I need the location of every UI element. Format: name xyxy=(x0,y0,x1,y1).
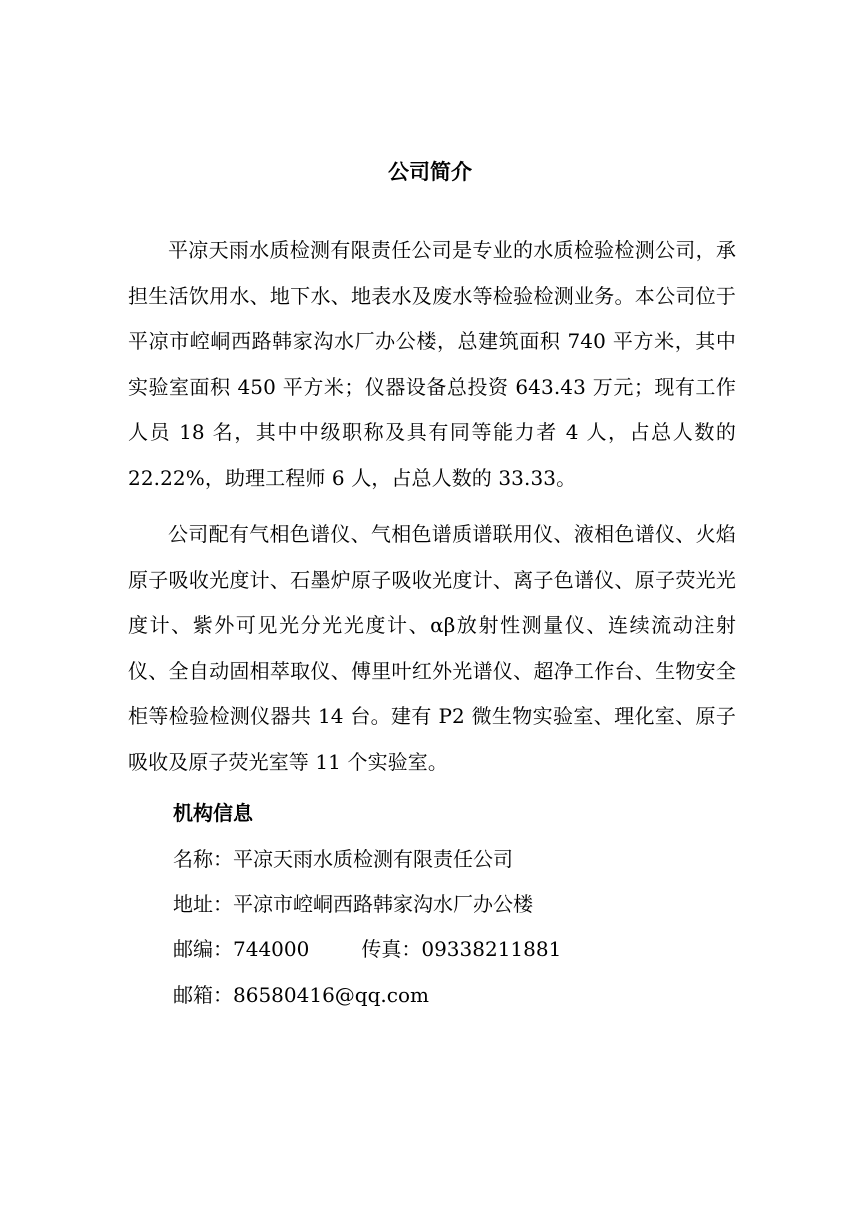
org-info-heading: 机构信息 xyxy=(173,801,253,825)
org-contact-line xyxy=(173,934,561,964)
page-title: 公司简介 xyxy=(388,160,472,184)
intro-paragraph: 平凉天雨水质检测有限责任公司是专业的水质检验检测公司，承担生活饮用水、地下水、地表水及废水等检验检测业务。本公司位于平凉市崆峒西路韩家沟水厂办公楼，总建筑面积 740 平方米，其中实验室面积 450 平方米；仪器设备总投资 643.43 万元；现有工作人员 18 名，其中中级职称及具有同等能力者 4 人，占总人数的 22.22%，助理工程师 6 人，占总人数的 33.33。 xyxy=(128,238,736,490)
org-name-line: 名称：平凉天雨水质检测有限责任公司 xyxy=(173,847,513,871)
equipment-paragraph: 公司配有气相色谱仪、气相色谱质谱联用仪、液相色谱仪、火焰原子吸收光度计、石墨炉原子吸收光度计、离子色谱仪、原子荧光光度计、紫外可见光分光光度计、αβ放射性测量仪、连续流动注射仪、全自动固相萃取仪、傅里叶红外光谱仪、超净工作台、生物安全柜等检验检测仪器共 14 台。建有 P2 微生物实验室、理化室、原子吸收及原子荧光室等 11 个实验室。 xyxy=(128,522,736,774)
postcode-text: 邮编：744000 xyxy=(173,937,310,961)
org-address-line: 地址：平凉市崆峒西路韩家沟水厂办公楼 xyxy=(173,892,533,916)
org-email-line: 邮箱：86580416@qq.com xyxy=(173,983,429,1007)
fax-text: 传真：09338211881 xyxy=(361,937,562,961)
